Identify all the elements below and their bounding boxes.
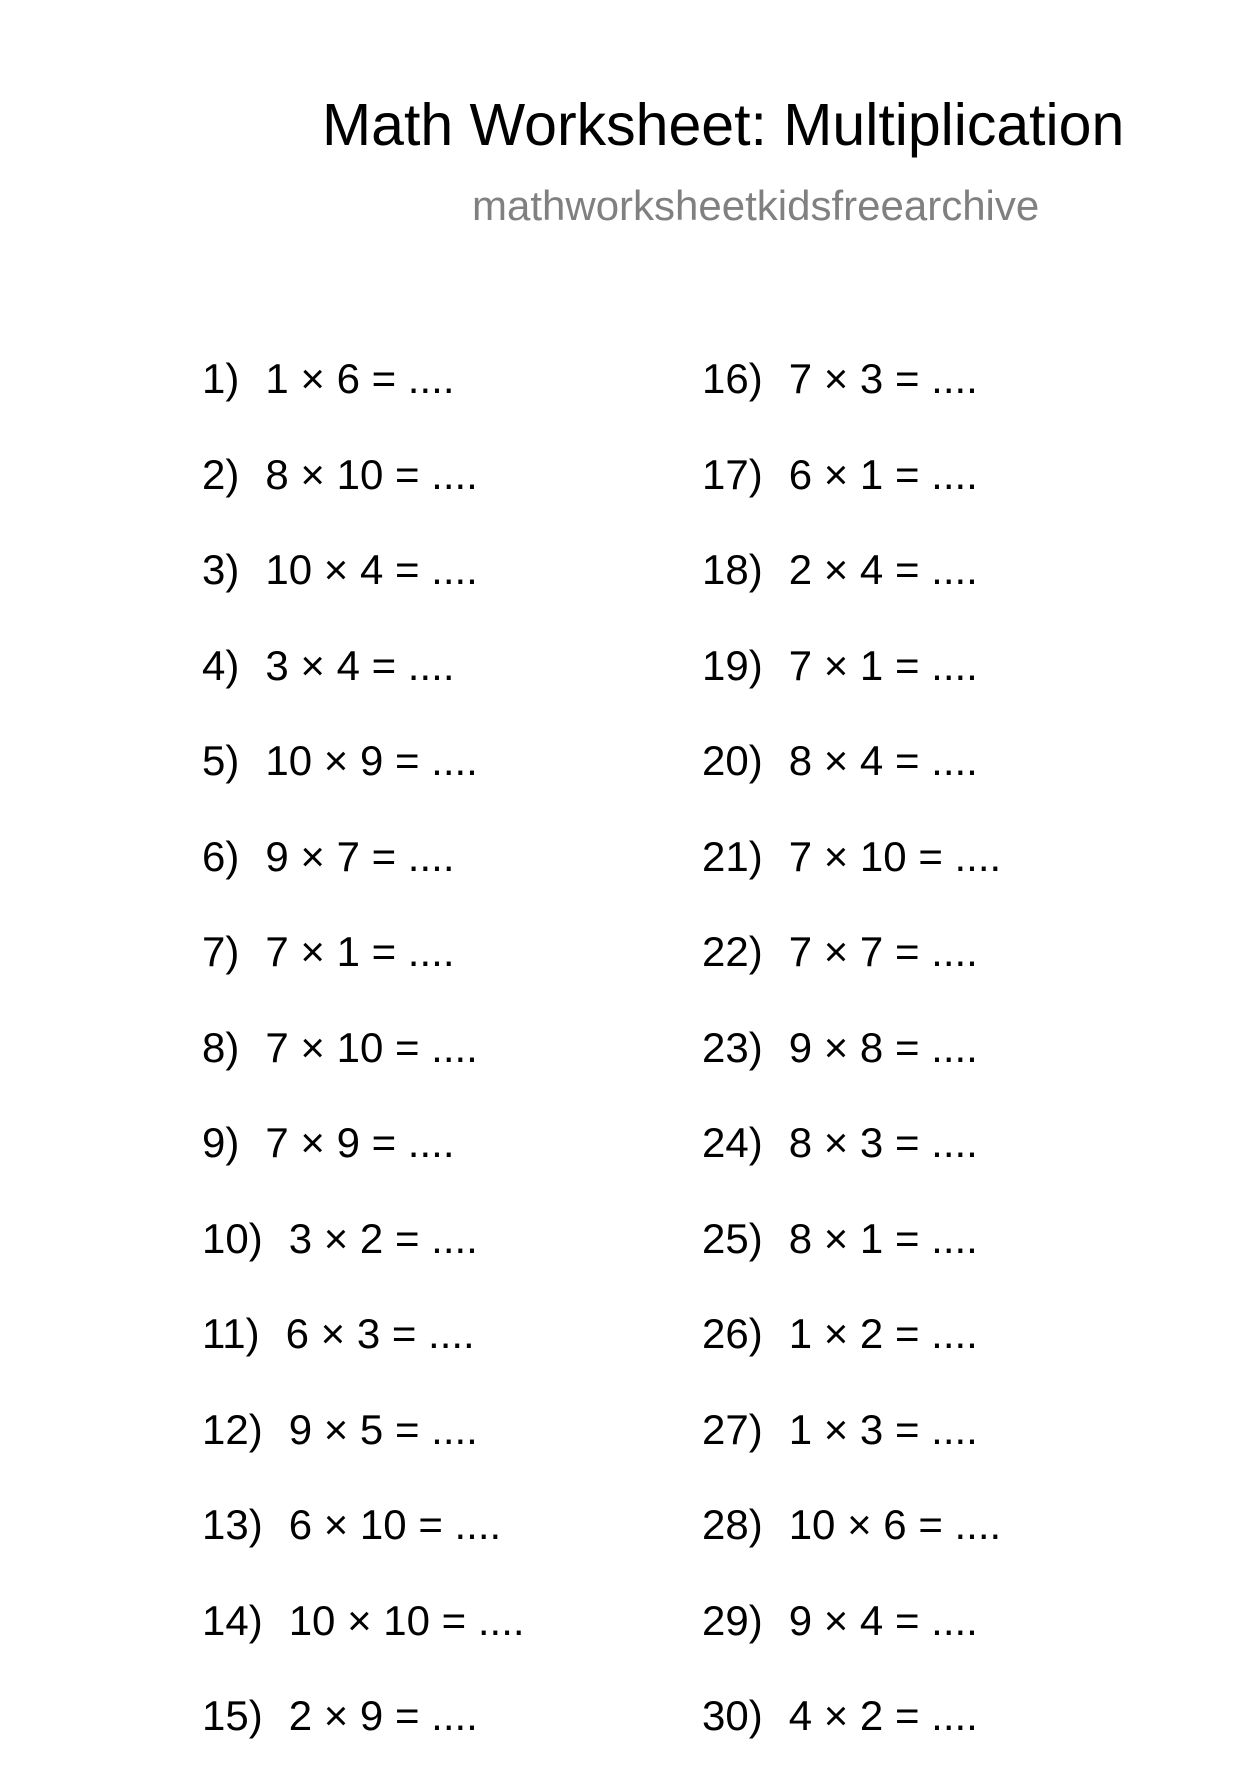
problem-item — [202, 1214, 702, 1310]
problem-number: 8) — [202, 1023, 240, 1071]
problem-expression: 9 × 4 = .... — [788, 1596, 978, 1644]
problem-expression: 2 × 9 = .... — [288, 1692, 478, 1739]
problem-item — [702, 1309, 1202, 1405]
problem-item — [202, 450, 702, 546]
problem-item — [702, 1214, 1202, 1310]
problem-item — [202, 1405, 702, 1501]
problem-expression: 9 × 8 = .... — [788, 1023, 978, 1071]
problem-number: 5) — [202, 737, 240, 784]
problem-number: 18) — [702, 546, 763, 593]
problem-number: 23) — [702, 1023, 763, 1071]
problem-item — [702, 1691, 1202, 1787]
page-title: Math Worksheet: Multiplication — [322, 92, 1125, 158]
problem-number: 14) — [202, 1596, 263, 1644]
problem-number: 30) — [702, 1692, 763, 1739]
problem-item — [702, 354, 1202, 450]
problem-expression: 7 × 3 = .... — [788, 355, 978, 402]
problem-expression: 8 × 3 = .... — [788, 1119, 978, 1166]
problem-expression: 10 × 10 = .... — [288, 1596, 525, 1644]
problem-expression: 3 × 4 = .... — [265, 641, 455, 689]
problem-expression: 7 × 7 = .... — [788, 928, 978, 975]
problem-expression: 7 × 9 = .... — [265, 1119, 455, 1166]
problem-item — [702, 641, 1202, 737]
problem-expression: 6 × 1 = .... — [788, 450, 978, 498]
problem-expression: 9 × 5 = .... — [288, 1405, 478, 1453]
problem-number: 26) — [702, 1310, 763, 1357]
problem-item — [702, 1023, 1202, 1119]
problem-number: 24) — [702, 1119, 763, 1166]
problem-number: 11) — [202, 1310, 260, 1357]
problem-expression: 1 × 2 = .... — [788, 1310, 978, 1357]
problem-expression: 10 × 6 = .... — [788, 1501, 1002, 1548]
problem-item — [202, 1691, 702, 1787]
problem-expression: 7 × 10 = .... — [788, 832, 1002, 880]
problem-expression: 8 × 4 = .... — [788, 737, 978, 784]
problem-number: 28) — [702, 1501, 763, 1548]
problem-item — [202, 545, 702, 641]
problem-expression: 6 × 3 = .... — [285, 1310, 475, 1357]
problem-number: 22) — [702, 928, 763, 975]
problem-number: 9) — [202, 1119, 240, 1166]
problem-number: 15) — [202, 1692, 263, 1739]
problem-item — [702, 450, 1202, 546]
problem-number: 12) — [202, 1405, 263, 1453]
problem-number: 4) — [202, 641, 240, 689]
problem-column-left — [202, 354, 702, 1787]
problem-expression: 8 × 10 = .... — [265, 450, 478, 498]
problem-number: 7) — [202, 928, 240, 975]
problem-number: 17) — [702, 450, 763, 498]
problem-item — [202, 1118, 702, 1214]
problem-number: 20) — [702, 737, 763, 784]
problem-column-right — [702, 354, 1202, 1787]
problem-number: 3) — [202, 546, 240, 593]
problem-item — [702, 736, 1202, 832]
problem-number: 16) — [702, 355, 763, 402]
problem-expression: 10 × 4 = .... — [265, 546, 478, 593]
problem-number: 19) — [702, 641, 763, 689]
problem-expression: 8 × 1 = .... — [788, 1214, 978, 1262]
problem-number: 1) — [202, 355, 240, 402]
problem-item — [702, 1405, 1202, 1501]
problem-number: 21) — [702, 832, 763, 880]
problem-expression: 6 × 10 = .... — [288, 1501, 502, 1548]
problem-number: 6) — [202, 832, 240, 880]
problem-item — [702, 545, 1202, 641]
problem-item — [702, 832, 1202, 928]
problem-expression: 3 × 2 = .... — [288, 1214, 478, 1262]
problem-number: 27) — [702, 1405, 763, 1453]
problem-item — [702, 1118, 1202, 1214]
problem-item — [202, 832, 702, 928]
problem-item — [202, 1023, 702, 1119]
problem-item — [202, 1596, 702, 1692]
problem-item — [202, 1309, 702, 1405]
problem-expression: 4 × 2 = .... — [788, 1692, 978, 1739]
problem-item — [702, 1596, 1202, 1692]
problem-item — [202, 354, 702, 450]
problem-expression: 9 × 7 = .... — [265, 832, 455, 880]
problem-expression: 1 × 3 = .... — [788, 1405, 978, 1453]
page-subtitle: mathworksheetkidsfreearchive — [472, 182, 1040, 229]
problem-expression: 7 × 1 = .... — [788, 641, 978, 689]
problem-expression: 7 × 1 = .... — [265, 928, 455, 975]
problem-number: 10) — [202, 1214, 263, 1262]
problem-item — [702, 1500, 1202, 1596]
problem-number: 25) — [702, 1214, 763, 1262]
problem-item — [702, 927, 1202, 1023]
problem-number: 29) — [702, 1596, 763, 1644]
problem-item — [202, 927, 702, 1023]
problem-expression: 1 × 6 = .... — [265, 355, 455, 402]
problem-expression: 2 × 4 = .... — [788, 546, 978, 593]
problem-item — [202, 641, 702, 737]
problem-expression: 10 × 9 = .... — [265, 737, 478, 784]
problem-number: 13) — [202, 1501, 263, 1548]
problem-item — [202, 736, 702, 832]
problem-number: 2) — [202, 450, 240, 498]
problem-item — [202, 1500, 702, 1596]
problem-expression: 7 × 10 = .... — [265, 1023, 478, 1071]
